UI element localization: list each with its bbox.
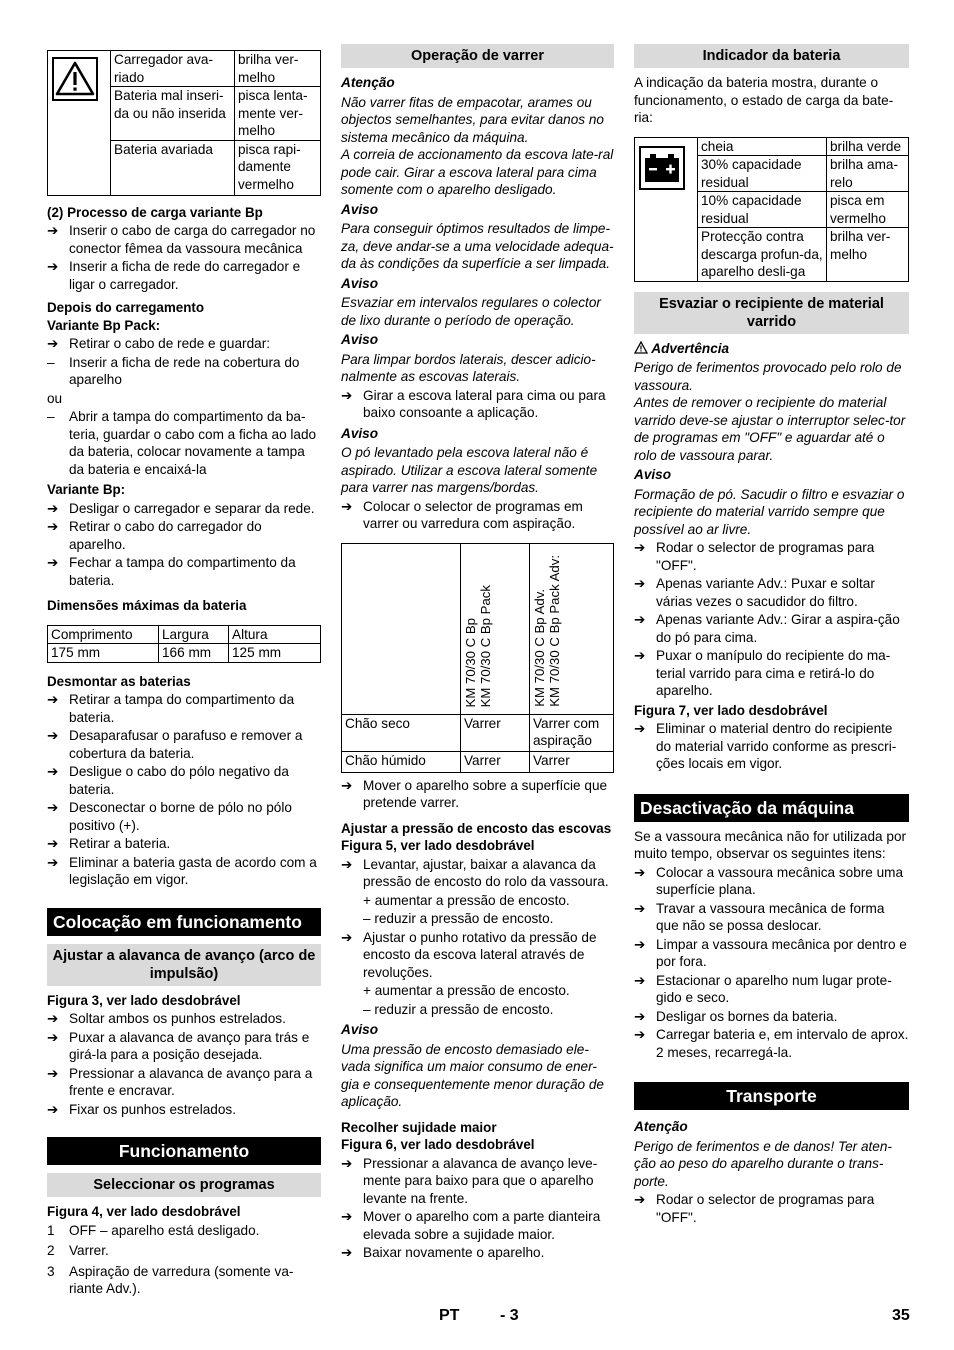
- subsection-heading-programs: Seleccionar os programas: [47, 1173, 321, 1197]
- battery-status-table: [634, 137, 909, 282]
- aviso-label: Aviso: [634, 467, 672, 482]
- list-item: ➔ Apenas variante Adv.: Girar a aspira-ção do pó para cima.: [634, 612, 900, 645]
- list-item: ➔ Pressionar a alavanca de avanço leve-mente para baixo para que o aparelho levante na frente.: [341, 1155, 598, 1206]
- section-heading-transport: Transporte: [634, 1082, 909, 1110]
- arrow-icon: ➔: [341, 1245, 353, 1260]
- arrow-icon: ➔: [341, 929, 353, 945]
- arrow-icon: ➔: [47, 336, 59, 351]
- list-item: – Abrir a tampa do compartimento da ba-teria, guardar o cabo com a ficha ao lado da bateria, colocar novamente a tampa da bateria e encaixá-la: [47, 409, 317, 477]
- dims-header: Altura: [229, 625, 321, 644]
- list-item: ➔ Rodar o selector de programas para "OFF".: [634, 540, 875, 573]
- list-item: 3 Aspiração de varredura (somente va-riante Adv.).: [47, 1263, 294, 1296]
- charger-state-cell: Bateria avariada: [111, 140, 235, 195]
- arrow-icon: ➔: [634, 900, 646, 916]
- arrow-icon: ➔: [634, 936, 646, 952]
- list-item: ➔ Desligar os bornes da bateria.: [634, 1008, 838, 1024]
- footer-page-number: 35: [892, 1307, 910, 1324]
- arrow-icon: ➔: [634, 1027, 646, 1042]
- column-3: [634, 44, 909, 1227]
- table-cell: Varrer: [461, 714, 530, 751]
- section-heading-deactivate: Desactivação da máquina: [634, 794, 909, 822]
- arrow-icon: ➔: [634, 972, 646, 988]
- plus-note: + aumentar a pressão de encosto.: [363, 983, 570, 998]
- warning-cell: [48, 51, 111, 196]
- list-item: ➔ Apenas variante Adv.: Puxar e soltar várias vezes o sacudidor do filtro.: [634, 576, 875, 609]
- arrow-icon: ➔: [47, 1011, 59, 1026]
- minus-note: – reduzir a pressão de encosto.: [363, 1001, 554, 1017]
- figure-ref: Figura 7, ver lado desdobrável: [634, 702, 828, 718]
- list-item: ➔ Baixar novamente o aparelho.: [341, 1245, 545, 1260]
- figure-ref: Figura 4, ver lado desdobrável: [47, 1204, 241, 1219]
- warning-label: Advertência: [634, 340, 909, 358]
- list-item: ➔ Mover o aparelho sobre a superfície que pretende varrer.: [341, 777, 608, 810]
- battery-signal-cell: brilha verde: [827, 137, 909, 156]
- battery-signal-cell: brilha ama-relo: [827, 156, 909, 192]
- figure-ref: Figura 5, ver lado desdobrável: [341, 838, 535, 853]
- dims-title: Dimensões máximas da bateria: [47, 598, 247, 613]
- bp-title: Variante Bp:: [47, 482, 126, 497]
- arrow-icon: ➔: [47, 500, 59, 516]
- list-item: ➔ Soltar ambos os punhos estrelados.: [47, 1011, 286, 1026]
- after-charge-title: Depois do carregamento: [47, 300, 205, 315]
- table-cell: Varrer: [530, 751, 614, 772]
- warning-triangle-icon: [52, 57, 98, 101]
- program-table-header: KM 70/30 C Bp Adv.KM 70/30 C Bp Pack Adv:: [530, 543, 614, 714]
- charger-status-table: [47, 50, 321, 196]
- charger-signal-cell: pisca lenta-mente ver-melho: [235, 87, 321, 141]
- arrow-icon: ➔: [341, 498, 353, 514]
- warning-text: Antes de remover o recipiente do material varrido deve-se ajustar o interruptor selec-tor de programas em "OFF" e aguardar até o rolo de vassoura parar.: [634, 395, 906, 463]
- arrow-icon: ➔: [47, 836, 59, 851]
- arrow-icon: ➔: [634, 1008, 646, 1024]
- battery-state-cell: 30% capacidade residual: [698, 156, 827, 192]
- figure-ref: Figura 3, ver lado desdobrável: [47, 992, 241, 1008]
- battery-signal-cell: pisca em vermelho: [827, 192, 909, 228]
- program-table: [341, 543, 614, 773]
- arrow-icon: ➔: [47, 1029, 59, 1045]
- deactivate-intro: Se a vassoura mecânica não for utilizada por muito tempo, observar os seguintes itens:: [634, 828, 907, 861]
- section-heading-operation: Funcionamento: [47, 1137, 321, 1165]
- list-item: 2 Varrer.: [47, 1243, 109, 1258]
- dims-value: 125 mm: [229, 644, 321, 663]
- warning-text: Perigo de ferimentos provocado pelo rolo de vassoura.: [634, 360, 902, 393]
- table-cell: Chão húmido: [342, 751, 461, 772]
- list-item: ➔ Desligar o carregador e separar da rede.: [47, 500, 315, 516]
- aviso-text: Esvaziar em intervalos regulares o colector de lixo durante o período de operação.: [341, 295, 601, 328]
- list-item: ➔ Puxar a alavanca de avanço para trás e girá-la para a posição desejada.: [47, 1029, 310, 1062]
- attention-text: Não varrer fitas de empacotar, arames ou objectos semelhantes, para evitar danos no sistema mecânico da máquina.: [341, 94, 604, 145]
- table-cell: Varrer: [461, 751, 530, 772]
- aviso-text: O pó levantado pela escova lateral não é aspirado. Utilizar a escova lateral somente para varrer nas margens/bordas.: [341, 445, 598, 495]
- program-table-header: KM 70/30 C BpKM 70/30 C Bp Pack: [461, 543, 530, 714]
- battery-icon-cell: [635, 137, 698, 281]
- list-item: ➔ Inserir a ficha de rede do carregador e ligar o carregador.: [47, 259, 301, 292]
- table-cell: Varrer com aspiração: [530, 714, 614, 751]
- list-item: ➔ Limpar a vassoura mecânica por dentro e por fora.: [634, 936, 907, 969]
- dims-value: 166 mm: [159, 644, 229, 663]
- arrow-icon: ➔: [634, 721, 646, 736]
- list-item: ➔ Colocar a vassoura mecânica sobre uma superfície plana.: [634, 864, 904, 897]
- table-cell: Chão seco: [342, 714, 461, 751]
- list-item: ➔ Girar a escova lateral para cima ou para baixo consoante a aplicação.: [341, 387, 606, 420]
- list-item: ➔ Estacionar o aparelho num lugar prote-gido e seco.: [634, 972, 892, 1005]
- list-item: ➔ Eliminar o material dentro do recipiente do material varrido conforme as prescri-ções locais em vigor.: [634, 721, 897, 771]
- pressure-title: Ajustar a pressão de encosto das escovas: [341, 820, 612, 836]
- aviso-label: Aviso: [341, 332, 379, 347]
- list-item: ➔ Carregar bateria e, em intervalo de aprox. 2 meses, recarregá-la.: [634, 1027, 909, 1060]
- arrow-icon: ➔: [47, 692, 59, 707]
- arrow-icon: ➔: [341, 1155, 353, 1171]
- column-1: [47, 44, 321, 1299]
- list-item: ➔ Ajustar o punho rotativo da pressão de encosto da escova lateral através de revoluções.: [341, 929, 597, 980]
- arrow-icon: ➔: [47, 519, 59, 534]
- list-item: ➔ Desligue o cabo do pólo negativo da bateria.: [47, 764, 289, 797]
- list-item: ➔ Desconectar o borne de pólo no pólo positivo (+).: [47, 800, 292, 833]
- charger-signal-cell: pisca rapi-damente vermelho: [235, 140, 321, 195]
- arrow-icon: ➔: [634, 648, 646, 663]
- footer-local-page: - 3: [500, 1307, 519, 1324]
- charge-bp-title: (2) Processo de carga variante Bp: [47, 204, 263, 220]
- arrow-icon: ➔: [47, 1101, 59, 1117]
- dims-table: [47, 625, 321, 663]
- list-item: ➔ Eliminar a bateria gasta de acordo com a legislação em vigor.: [47, 854, 317, 887]
- arrow-icon: ➔: [634, 864, 646, 880]
- subsection-heading-empty: Esvaziar o recipiente de material varrido: [634, 292, 909, 334]
- arrow-icon: ➔: [634, 540, 646, 555]
- arrow-icon: ➔: [47, 764, 59, 779]
- remove-title: Desmontar as baterias: [47, 673, 191, 689]
- attention-label: Atenção: [341, 75, 395, 90]
- minus-note: – reduzir a pressão de encosto.: [363, 911, 554, 926]
- arrow-icon: ➔: [47, 555, 59, 570]
- aviso-text: Para conseguir óptimos resultados de limpe-za, deve andar-se a uma velocidade adequa-da às condições da superfície a ser limpada.: [341, 221, 614, 271]
- list-item: ➔ Mover o aparelho com a parte dianteira elevada sobre a sujidade maior.: [341, 1209, 601, 1242]
- dirt-title: Recolher sujidade maior: [341, 1119, 497, 1135]
- arrow-icon: ➔: [47, 854, 59, 870]
- arrow-icon: ➔: [341, 1209, 353, 1224]
- arrow-icon: ➔: [341, 777, 353, 793]
- charger-state-cell: Carregador ava-riado: [111, 51, 235, 87]
- warning-small-icon: [634, 341, 648, 354]
- battery-state-cell: 10% capacidade residual: [698, 192, 827, 228]
- battery-state-cell: cheia: [698, 137, 827, 156]
- list-item: ➔ Travar a vassoura mecânica de forma que não se possa deslocar.: [634, 900, 885, 933]
- aviso-text: Uma pressão de encosto demasiado ele-vada significa um maior consumo de ener-gia e consequentemente menor duração de aplicação.: [341, 1041, 604, 1109]
- charger-signal-cell: brilha ver-melho: [235, 51, 321, 87]
- aviso-text: Formação de pó. Sacudir o filtro e esvaziar o recipiente do material varrido sempre que possível ao ar livre.: [634, 486, 905, 537]
- bp-pack-title: Variante Bp Pack:: [47, 317, 161, 333]
- list-item: ➔ Levantar, ajustar, baixar a alavanca da pressão de encosto do rolo da vassoura.: [341, 856, 609, 889]
- arrow-icon: ➔: [47, 728, 59, 743]
- subsection-heading-sweep: Operação de varrer: [341, 44, 614, 68]
- list-item: ➔ Colocar o selector de programas em varrer ou varredura com aspiração.: [341, 498, 583, 531]
- or-text: ou: [47, 390, 63, 406]
- aviso-label: Aviso: [341, 201, 379, 217]
- list-item: 1 OFF – aparelho está desligado.: [47, 1222, 260, 1238]
- list-item: ➔ Desaparafusar o parafuso e remover a cobertura da bateria.: [47, 728, 303, 761]
- list-item: ➔ Puxar o manípulo do recipiente do ma-terial varrido para cima e retirá-lo do aparelho.: [634, 648, 891, 698]
- list-item: ➔ Retirar a bateria.: [47, 836, 171, 851]
- list-item: ➔ Fechar a tampa do compartimento da bateria.: [47, 555, 296, 588]
- attention-text: Perigo de ferimentos e de danos! Ter aten-ção ao peso do aparelho durante o trans-porte.: [634, 1138, 892, 1189]
- arrow-icon: ➔: [47, 800, 59, 815]
- arrow-icon: ➔: [634, 612, 646, 627]
- list-item: – Inserir a ficha de rede na cobertura do aparelho: [47, 354, 300, 387]
- dims-header: Largura: [159, 625, 229, 644]
- aviso-label: Aviso: [341, 425, 379, 441]
- subsection-heading-lever: Ajustar a alavanca de avanço (arco de impulsão): [47, 944, 321, 986]
- attention-text: A correia de accionamento da escova late-ral pode cair. Girar a escova lateral para cima somente com o aparelho desligado.: [341, 147, 614, 197]
- arrow-icon: ➔: [341, 387, 353, 403]
- section-heading-start: Colocação em funcionamento: [47, 908, 321, 936]
- aviso-label: Aviso: [341, 275, 379, 291]
- column-2: [341, 44, 614, 1263]
- list-item: ➔ Retirar a tampa do compartimento da bateria.: [47, 692, 295, 725]
- arrow-icon: ➔: [47, 223, 59, 238]
- dims-value: 175 mm: [48, 644, 159, 663]
- footer-language: PT: [439, 1307, 460, 1324]
- list-item: ➔ Retirar o cabo de rede e guardar:: [47, 336, 271, 351]
- arrow-icon: ➔: [47, 1065, 59, 1081]
- arrow-icon: ➔: [341, 856, 353, 872]
- figure-ref: Figura 6, ver lado desdobrável: [341, 1137, 535, 1152]
- arrow-icon: ➔: [634, 576, 646, 591]
- list-item: ➔ Inserir o cabo de carga do carregador no conector fêmea da vassoura mecânica: [47, 223, 316, 256]
- list-item: ➔ Pressionar a alavanca de avanço para a frente e encravar.: [47, 1065, 313, 1098]
- aviso-label: Aviso: [341, 1022, 379, 1037]
- aviso-text: Para limpar bordos laterais, descer adicio-nalmente as escovas laterais.: [341, 351, 596, 384]
- attention-label: Atenção: [634, 1119, 688, 1134]
- arrow-icon: ➔: [47, 259, 59, 274]
- battery-intro: A indicação da bateria mostra, durante o funcionamento, o estado de carga da bate-ria:: [634, 75, 894, 125]
- battery-state-cell: Protecção contra descarga profun-da, aparelho desli-ga: [698, 228, 827, 282]
- battery-signal-cell: brilha ver-melho: [827, 228, 909, 282]
- subsection-heading-battery: Indicador da bateria: [634, 44, 909, 68]
- charger-state-cell: Bateria mal inseri-da ou não inserida: [111, 87, 235, 141]
- list-item: ➔ Rodar o selector de programas para "OFF".: [634, 1192, 875, 1225]
- arrow-icon: ➔: [634, 1192, 646, 1207]
- battery-icon: [639, 146, 685, 190]
- plus-note: + aumentar a pressão de encosto.: [363, 892, 570, 908]
- list-item: ➔ Retirar o cabo do carregador do aparelho.: [47, 519, 262, 552]
- list-item: ➔ Fixar os punhos estrelados.: [47, 1101, 236, 1117]
- dims-header: Comprimento: [48, 625, 159, 644]
